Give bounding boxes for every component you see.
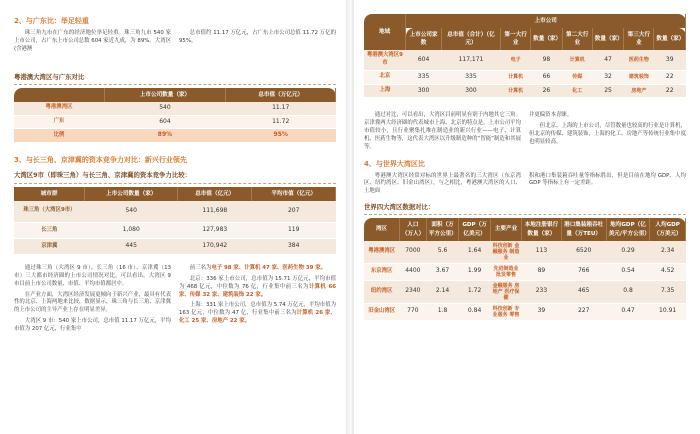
section-heading-guangdong: 2、与广东比：举足轻重 [14, 17, 89, 25]
cell: 2.34 [650, 241, 686, 264]
table-header: 第三大行业 [624, 28, 654, 50]
cell: 540 [85, 201, 178, 223]
cell: 房地产 [624, 84, 654, 98]
table-row [14, 129, 336, 143]
table-header: 数量（家） [592, 28, 624, 50]
table-header: 港口集装箱吞吐量（万TEU） [561, 218, 606, 240]
cell: 计算机 [501, 70, 531, 84]
row-label: 广东 [14, 115, 104, 129]
cell: 化工 [562, 84, 592, 98]
cell: 111,698 [178, 201, 252, 223]
cell: 300 [441, 84, 500, 98]
table-row [364, 241, 686, 264]
cell: 98 [531, 50, 563, 70]
table-header: 总市值（亿元） [178, 187, 252, 201]
cell: 770 [399, 303, 426, 320]
cell: 0.47 [606, 303, 650, 320]
cell: 26 [531, 84, 563, 98]
table-header: 数量（家） [654, 28, 686, 50]
cell: 4.52 [650, 263, 686, 280]
beijing-paragraph [179, 276, 336, 299]
cell: 0.54 [606, 263, 650, 280]
table-row [14, 115, 336, 129]
table-row [364, 263, 686, 280]
table-header: GDP（万亿美元） [459, 218, 491, 240]
text: 前三名为 [189, 265, 212, 272]
cell: 39 [522, 303, 562, 320]
cell: 6520 [561, 241, 606, 264]
table-header: 第二大行业 [562, 28, 592, 50]
cell: 604 [104, 115, 226, 129]
cell: 335 [441, 70, 500, 84]
section-heading-world: 4、与世界大湾区比 [364, 159, 425, 168]
table-header: 上市公司家数 [406, 28, 442, 50]
shanghai-paragraph [179, 302, 336, 325]
cell: 2340 [399, 280, 426, 303]
left-page [0, 0, 346, 434]
cell: 1,080 [85, 223, 178, 239]
cell: 335 [406, 70, 442, 84]
table-header [14, 88, 104, 102]
cell: 0.8 [606, 280, 650, 303]
cell: 10.91 [650, 303, 686, 320]
row-label: 粤港澳湾区 [14, 102, 104, 115]
table-row [14, 239, 336, 255]
cell: 25 [592, 84, 624, 98]
cell: 1.64 [459, 241, 491, 264]
cell: 95% [226, 129, 336, 143]
competition-table [14, 187, 336, 256]
cell: 227 [561, 303, 606, 320]
table-row [14, 223, 336, 239]
cell: 11.17 [226, 102, 336, 115]
cell: 计算机 [501, 84, 531, 98]
cell: 22 [654, 84, 686, 98]
table-header: 平均市值（亿元） [252, 187, 336, 201]
row-label: 旧金山湾区 [364, 303, 399, 320]
table-title-world: 世界四大湾区数据对比： [364, 203, 686, 215]
cell: 11.72 [226, 115, 336, 129]
table-header: 人均GDP（万美元） [650, 218, 686, 240]
table-row [364, 84, 686, 98]
comparison-columns [364, 112, 686, 154]
cell: 766 [561, 263, 606, 280]
comparison-paragraph: 通过对比，可以看出，大湾区目前明显有别于内地其它三角。京津冀两大经济圈的代表城市上海、北京的特点是，上市公司平均市值较小，且行业聚集扎堆在制造业的新兴行业——电子、计算机、医药生物等，这代表大湾区以升级制造种的“智能”制造和其展等。 [364, 112, 521, 150]
highlight-text: 计算机 26 家、化工 25 家、房地产 22 家。 [179, 310, 336, 325]
intro-paragraph: 珠三角九市在广东的经济地位举足轻重。珠三角九市 540 家上市公司，占广东上市公司总数 604 家近九成，为 89%。大湾区 (含港澳 [14, 30, 171, 52]
table-header: 本地注册银行数量（家） [522, 218, 562, 240]
cell: 119 [252, 223, 336, 239]
cell: 0.29 [606, 241, 650, 264]
listed-companies-table [364, 14, 686, 98]
cell: 医药生物 [624, 50, 654, 70]
cell: 科技创新 专业服务 零售 [490, 303, 521, 320]
cell: 89 [522, 263, 562, 280]
world-bay-areas-table [364, 218, 686, 320]
cell: 建筑装饰 [624, 70, 654, 84]
text: 北京：336 家上市公司，总市值为 15.71 万亿元，平均市值为 468 亿元，中位数为 76 亿，行业集中前三名为 [179, 275, 336, 290]
row-label: 京津冀 [14, 239, 85, 255]
table-group-header: 上市公司 [406, 14, 686, 28]
table-header: 城市群 [14, 187, 85, 201]
row-label: 粤港澳大湾区9市 [364, 50, 406, 70]
cell: 233 [522, 280, 562, 303]
table-row [364, 50, 686, 70]
world-columns [364, 173, 686, 199]
row-label: 珠三角（大湾区9市） [14, 201, 85, 223]
analysis-columns [14, 265, 336, 337]
cell: 1.99 [459, 263, 491, 280]
table-header: 地均GDP（亿美元/平方公里） [606, 218, 650, 240]
cell: 1.72 [459, 280, 491, 303]
cell: 0.84 [459, 303, 491, 320]
table-header: 人口（万人） [399, 218, 426, 240]
table-header: 主要产业 [490, 218, 521, 240]
table-header: 第一大行业 [501, 28, 531, 50]
row-label: 东京湾区 [364, 263, 399, 280]
cell: 2.14 [426, 280, 458, 303]
table-row [364, 70, 686, 84]
cell: 117,171 [441, 50, 500, 70]
cell: 22 [654, 70, 686, 84]
book-gutter [346, 0, 354, 434]
analysis-paragraph: 通过珠三角（大湾区 9 市）、长三角（16 市）、京津冀（13 市）三大都市经济圈的上市公司情况对比，可以看出，大湾区 9 市目前上市公司数量、市值、平均市值都居中。 [14, 265, 171, 287]
cell: 4400 [399, 263, 426, 280]
table-header: 总市值（万亿元） [226, 88, 336, 102]
cell: 金融服务 房地产 医疗保健 [490, 280, 521, 303]
cell: 传媒 [562, 70, 592, 84]
industry-paragraph [179, 265, 336, 273]
cell: 89% [104, 129, 226, 143]
table-row [364, 280, 686, 303]
cell: 7000 [399, 241, 426, 264]
cell: 207 [252, 201, 336, 223]
section-heading-competition: 3、与长三角、京津冀的资本竞争力对比：新兴行业领先 [14, 156, 187, 165]
cell: 1.8 [426, 303, 458, 320]
cell: 300 [406, 84, 442, 98]
row-label: 长三角 [14, 223, 85, 239]
table-header: 总市值（合计）（亿元） [441, 28, 500, 50]
world-paragraph-cont: 积和港口集装箱吞吐量等指标胜出，但是目前在地均 GDP、人均 GDP 等指标上有一定差距。 [529, 172, 686, 187]
row-label: 北京 [364, 70, 406, 84]
row-label: 比例 [14, 129, 104, 143]
cell: 39 [654, 50, 686, 70]
world-paragraph: 粤港澳大湾区经常对标的世界上最著名的三大湾区（东京湾区、纽约湾区、旧金山湾区），与之相比，粤港澳大湾区的人口、土地面 [364, 172, 521, 195]
cell: 465 [561, 280, 606, 303]
table-header: 上市公司数量（家） [85, 187, 178, 201]
table-title-competition: 大湾区9市（即珠三角）与长三角、京津冀的资本竞争力比较： [14, 171, 336, 183]
table-header: 数量（家） [531, 28, 563, 50]
cell: 32 [592, 70, 624, 84]
cell: 113 [522, 241, 562, 264]
row-label: 纽约湾区 [364, 280, 399, 303]
analysis-paragraph: 大湾区 9 市：540 家上市公司，总市值 11.17 万亿元，平均市值为 207 亿元，行业集中 [14, 318, 171, 332]
analysis-paragraph: 在产业方面，大湾区经济发展更倾向于新兴产业，最具有代表性的北京、上海两地来比较，数据显示，珠三角与长三角、京津冀的上市公司的主导产业上存在明显差异。 [14, 291, 171, 314]
table-row [14, 102, 336, 115]
table-row [14, 201, 336, 223]
comparison-paragraph-cont: 并更偏资本青睐。 [529, 112, 573, 119]
table-header: 湾区 [364, 218, 399, 240]
intro-paragraph-cont: 总市值约 11.17 万亿元，占广东上市公司总值 11.72 万亿的 95%。 [179, 30, 336, 44]
cell: 3.67 [426, 263, 458, 280]
table-title-guangdong: 粤港澳大湾区与广东对比 [14, 73, 336, 85]
cell: 604 [406, 50, 442, 70]
cell: 66 [531, 70, 563, 84]
table-row [364, 303, 686, 320]
table-header: 面积（万平方公里） [426, 218, 458, 240]
row-label: 粤港澳湾区 [364, 241, 399, 264]
cell: 7.35 [650, 280, 686, 303]
highlight-text: 电子 98 家、计算机 47 家、医药生物 39 家。 [211, 265, 326, 272]
cell: 先进制造业 批发零售 [490, 263, 521, 280]
cell: 47 [592, 50, 624, 70]
intro-columns [14, 30, 336, 56]
cell: 170,942 [178, 239, 252, 255]
highlight-text: 计算机 66 家、传媒 32 家、建筑装饰 22 家。 [179, 283, 336, 298]
table-header: 地域 [364, 14, 406, 50]
cell: 5.6 [426, 241, 458, 264]
comparison-paragraph: 但北京、上海的上市公司，尽管数量也较高的行业是计算机，但北京的传媒、建筑装饰，上海的化工、房地产等传统行业集中度也明显较高。 [529, 123, 686, 145]
row-label: 上海 [364, 84, 406, 98]
cell: 科技创新 金融服务 制造业 [490, 241, 521, 264]
cell: 计算机 [562, 50, 592, 70]
right-page [354, 0, 700, 434]
guangdong-comparison-table [14, 88, 336, 143]
cell: 电子 [501, 50, 531, 70]
cell: 540 [104, 102, 226, 115]
table-header: 上市公司数量（家） [104, 88, 226, 102]
text: 上海：331 家上市公司，总市值为 5.74 万亿元，平均市值为 163 亿元，中位数为 47 亿，行业集中前三名为 [179, 302, 336, 317]
cell: 127,983 [178, 223, 252, 239]
cell: 384 [252, 239, 336, 255]
cell: 445 [85, 239, 178, 255]
